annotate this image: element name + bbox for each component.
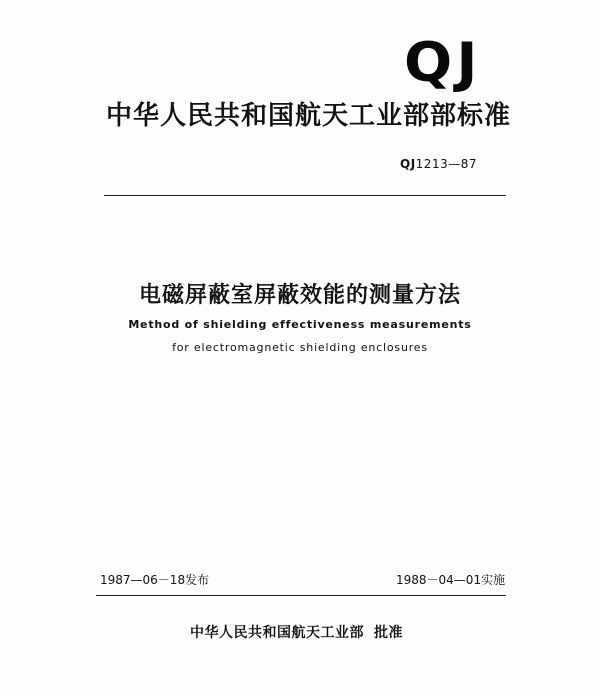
organization-standard-title: 中华人民共和国航天工业部部标准: [106, 101, 512, 131]
standard-number: [400, 157, 477, 171]
approving-authority: 中华人民共和国航天工业部: [190, 625, 364, 641]
document-title: 电磁屏蔽室屏蔽效能的测量方法: [138, 283, 461, 308]
qj-logo: QJ: [404, 31, 482, 94]
english-title-line-1: Method of shielding effectiveness measurements: [128, 318, 472, 331]
top-divider: [104, 195, 506, 196]
standard-number-rest: 1213—87: [415, 157, 477, 171]
english-title-line-2: for electromagnetic shielding enclosures: [172, 341, 428, 354]
issue-date: 1987—06－18发布: [100, 573, 210, 587]
implementation-date: 1988－04—01实施: [396, 573, 506, 587]
standard-number-prefix: QJ: [400, 157, 416, 171]
approval-line: [190, 624, 403, 642]
approval-verb: 批准: [374, 625, 403, 641]
bottom-divider: [96, 595, 506, 596]
